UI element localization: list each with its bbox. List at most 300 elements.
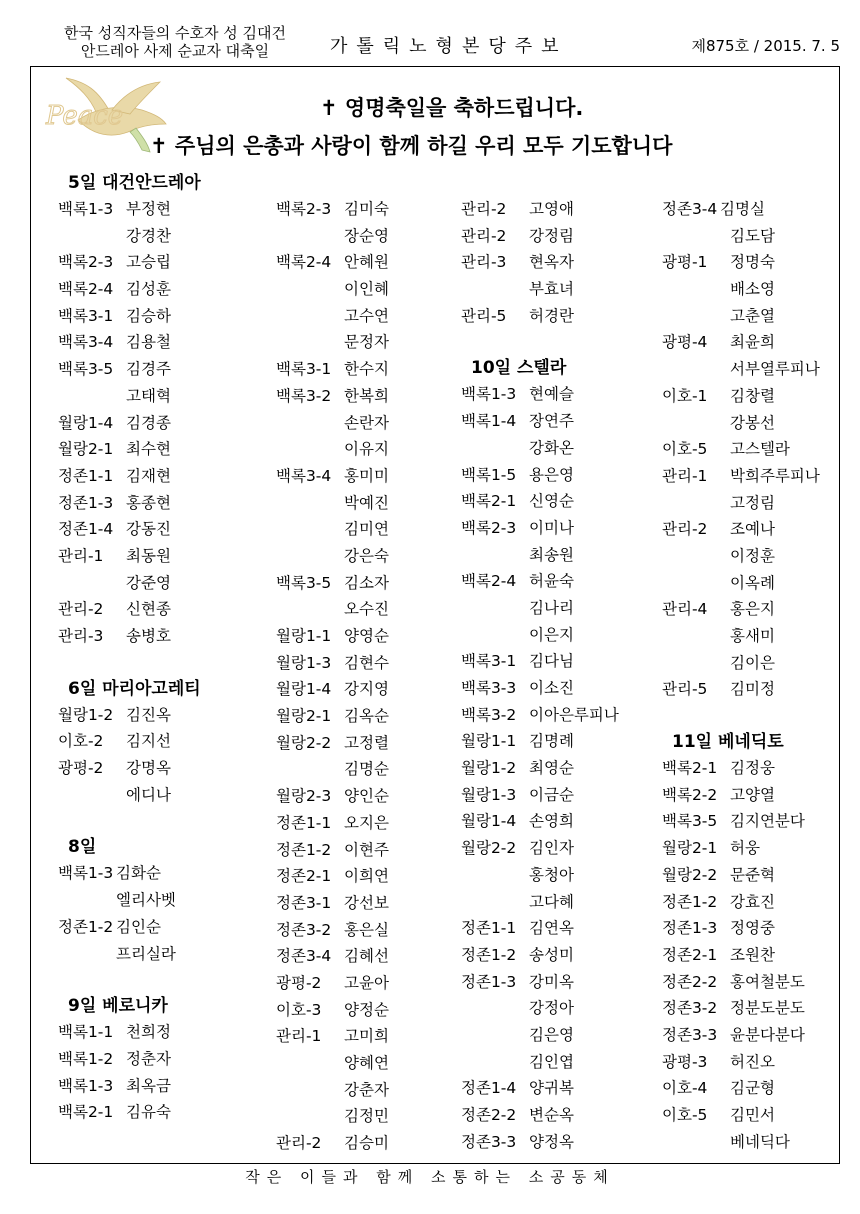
name-row [276, 1130, 389, 1157]
member-name: 이옥례 [730, 573, 775, 592]
group-label: 관리-1 [276, 1027, 322, 1046]
name-row [58, 782, 201, 809]
member-name: 홍미미 [344, 466, 389, 485]
member-name: 김인자 [529, 839, 574, 858]
member-name: 오지은 [344, 813, 389, 832]
group-label: 월랑1-4 [58, 413, 114, 432]
member-name: 김승하 [126, 306, 171, 325]
name-row [276, 756, 389, 783]
member-name: 양인순 [344, 787, 389, 806]
member-name: 김군형 [730, 1079, 775, 1098]
group-label: 월랑1-3 [461, 785, 517, 804]
group-label: 백록1-5 [461, 465, 517, 484]
name-row [58, 1073, 201, 1100]
name-row [461, 808, 619, 835]
name-row [461, 1049, 619, 1076]
name-row [276, 356, 389, 383]
feast-day-heading: 11일 베네딕토 [672, 732, 784, 753]
group-label: 백록3-1 [461, 652, 517, 671]
name-row [662, 782, 820, 809]
member-name: 김경종 [126, 413, 171, 432]
member-name: 고다혜 [529, 892, 574, 911]
member-name: 강동진 [126, 520, 171, 539]
group-label: 이호-5 [662, 440, 708, 459]
name-row [461, 942, 619, 969]
name-row [276, 516, 389, 543]
member-name: 문준혁 [730, 865, 775, 884]
group-label: 백록3-4 [58, 333, 114, 352]
name-row [662, 196, 820, 223]
member-name: 이은지 [529, 625, 574, 644]
name-row [662, 808, 820, 835]
member-name: 고승립 [126, 253, 171, 272]
member-name: 김유숙 [126, 1103, 171, 1122]
name-row [58, 516, 201, 543]
group-label: 백록3-2 [276, 386, 332, 405]
name-row [662, 889, 820, 916]
group-label: 백록1-3 [58, 200, 114, 218]
group-label: 백록2-3 [461, 518, 517, 537]
name-row [461, 1102, 619, 1129]
name-row [461, 622, 619, 649]
member-name: 송병호 [126, 627, 171, 645]
name-row [58, 223, 201, 250]
name-row [276, 410, 389, 437]
group-label: 광평-2 [58, 759, 104, 778]
group-label: 광평-1 [662, 253, 708, 272]
name-row [58, 941, 201, 968]
member-name: 배소영 [730, 280, 775, 299]
member-name: 홍종현 [126, 493, 171, 512]
member-name: 강효진 [730, 892, 775, 911]
name-row [662, 1022, 820, 1049]
group-label: 정존1-3 [461, 972, 517, 991]
name-column-1 [58, 170, 201, 1126]
name-row [461, 223, 619, 250]
name-row [662, 223, 820, 250]
group-label: 백록2-1 [58, 1103, 114, 1122]
member-name: 변순옥 [529, 1106, 574, 1124]
group-label: 월랑1-3 [276, 653, 332, 672]
name-row [276, 249, 389, 276]
name-row [461, 276, 619, 303]
group-label: 정존1-1 [461, 919, 517, 938]
member-name: 김지연분다 [730, 812, 805, 831]
name-row [276, 329, 389, 356]
group-label: 관리-2 [276, 1134, 322, 1153]
group-label: 관리-2 [461, 226, 507, 245]
group-label: 정존1-2 [276, 840, 332, 859]
member-name: 홍은실 [344, 920, 389, 939]
member-name: 손영희 [529, 812, 574, 831]
name-row [276, 196, 389, 223]
member-name: 김화순 [116, 864, 161, 883]
group-label: 정존3-4 [276, 947, 332, 966]
group-label: 이호-5 [662, 1106, 708, 1124]
member-name: 강지영 [344, 680, 389, 699]
name-row [461, 568, 619, 595]
group-label: 정존1-2 [461, 945, 517, 964]
member-name: 고미희 [344, 1027, 389, 1046]
feast-day-heading: 8일 [68, 837, 97, 858]
group-label: 정존3-4 [662, 200, 718, 218]
name-row [276, 730, 389, 757]
member-name: 현옥자 [529, 253, 574, 272]
group-label: 정존2-1 [662, 945, 718, 964]
name-row [461, 915, 619, 942]
name-row [58, 623, 201, 650]
member-name: 이소진 [529, 679, 574, 697]
group-label: 백록2-2 [662, 785, 718, 804]
member-name: 이금순 [529, 785, 574, 804]
member-name: 김경주 [126, 360, 171, 379]
name-row [662, 490, 820, 517]
name-row [461, 1129, 619, 1156]
group-label: 백록2-1 [662, 759, 718, 778]
name-row [662, 356, 820, 383]
member-name: 강선보 [344, 893, 389, 912]
name-row [662, 915, 820, 942]
member-name: 고태혁 [126, 386, 171, 405]
name-row [662, 516, 820, 543]
name-row [461, 889, 619, 916]
member-name: 김현수 [344, 653, 389, 672]
name-row [662, 1129, 820, 1156]
name-row [58, 356, 201, 383]
name-row [662, 463, 820, 490]
name-row [276, 703, 389, 730]
footer-slogan: 작은 이들과 함께 소통하는 소공동체 [245, 1168, 615, 1186]
group-label: 월랑2-2 [662, 865, 718, 884]
spacer [662, 703, 820, 729]
name-row [662, 543, 820, 570]
name-row [276, 383, 389, 410]
name-row [58, 543, 201, 570]
member-name: 김재현 [126, 466, 171, 485]
member-name: 양혜연 [344, 1054, 389, 1072]
member-name: 김도담 [730, 226, 775, 245]
member-name: 김소자 [344, 573, 389, 592]
name-row [276, 463, 389, 490]
member-name: 양귀복 [529, 1079, 574, 1098]
group-label: 백록1-3 [461, 385, 517, 404]
group-label: 관리-4 [662, 600, 708, 619]
member-name: 최수현 [126, 440, 171, 459]
name-row [276, 1050, 389, 1077]
group-label: 백록3-1 [276, 360, 332, 379]
member-name: 고수연 [344, 306, 389, 325]
member-name: 최영순 [529, 759, 574, 778]
name-row [461, 408, 619, 435]
name-row [276, 890, 389, 917]
member-name: 최송원 [529, 545, 574, 564]
group-label: 관리-5 [662, 680, 708, 699]
member-name: 박예진 [344, 493, 389, 512]
member-name: 이아은루피나 [529, 705, 619, 724]
name-column-2 [276, 196, 389, 1157]
member-name: 강춘자 [344, 1080, 389, 1099]
group-label: 백록2-3 [58, 253, 114, 272]
group-label: 정존2-2 [662, 972, 718, 991]
group-label: 관리-1 [58, 546, 104, 565]
group-label: 정존1-4 [58, 520, 114, 539]
name-row [461, 595, 619, 622]
name-row [461, 196, 619, 223]
group-label: 백록3-5 [276, 573, 332, 592]
celebration-title: ✝ 영명축일을 축하드립니다. [320, 96, 584, 120]
member-name: 박희주루피나 [730, 466, 820, 485]
group-label: 월랑2-1 [662, 839, 718, 858]
spacer [58, 650, 201, 676]
feast-day-heading: 6일 마리아고레티 [68, 678, 201, 699]
group-label: 백록1-3 [58, 1076, 114, 1095]
member-name: 베네딕다 [730, 1132, 790, 1151]
name-row [58, 329, 201, 356]
member-name: 안혜원 [344, 253, 389, 272]
group-label: 광평-3 [662, 1052, 708, 1071]
group-label: 백록3-3 [461, 679, 517, 697]
name-row [58, 383, 201, 410]
group-label: 월랑1-2 [58, 705, 114, 724]
member-name: 양정옥 [529, 1132, 574, 1151]
spacer [58, 808, 201, 834]
name-row [461, 435, 619, 462]
member-name: 이미나 [529, 518, 574, 537]
bulletin-header [0, 24, 860, 70]
name-row [58, 303, 201, 330]
name-row [461, 381, 619, 408]
name-row [276, 596, 389, 623]
name-row [276, 997, 389, 1024]
member-name: 신현종 [126, 600, 171, 619]
member-name: 허경란 [529, 306, 574, 325]
name-column-4 [662, 196, 820, 1155]
name-row [461, 862, 619, 889]
member-name: 김나리 [529, 598, 574, 617]
member-name: 김성훈 [126, 280, 171, 299]
group-label: 월랑1-1 [461, 732, 517, 751]
group-label: 백록3-5 [58, 360, 114, 379]
name-row [276, 917, 389, 944]
member-name: 최옥금 [126, 1076, 171, 1095]
group-label: 백록1-4 [461, 412, 517, 431]
member-name: 송성미 [529, 945, 574, 964]
name-row [58, 490, 201, 517]
member-name: 오수진 [344, 600, 389, 619]
group-label: 정존3-2 [276, 920, 332, 939]
member-name: 김미숙 [344, 200, 389, 218]
name-row [461, 1022, 619, 1049]
name-column-3 [461, 196, 619, 1155]
member-name: 이유지 [344, 440, 389, 459]
name-row [276, 837, 389, 864]
name-row [58, 728, 201, 755]
group-label: 백록1-2 [58, 1049, 114, 1068]
member-name: 김정민 [344, 1107, 389, 1126]
publication-name: 가톨릭노형본당주보 [330, 36, 568, 57]
group-label: 백록2-4 [276, 253, 332, 272]
member-name: 이정훈 [730, 546, 775, 565]
issue-info: 제875호 / 2015. 7. 5 [691, 37, 840, 55]
feast-title-line2: 안드레아 사제 순교자 대축일 [80, 42, 270, 60]
name-row [58, 1019, 201, 1046]
group-label: 백록3-4 [276, 466, 332, 485]
member-name: 김혜선 [344, 947, 389, 966]
group-label: 정존3-3 [461, 1132, 517, 1151]
member-name: 이현주 [344, 840, 389, 859]
name-row [276, 303, 389, 330]
name-row [461, 728, 619, 755]
name-row [461, 835, 619, 862]
group-label: 이호-3 [276, 1000, 322, 1019]
group-label: 정존1-1 [276, 813, 332, 832]
group-label: 관리-5 [461, 306, 507, 325]
member-name: 최동원 [126, 546, 171, 565]
feast-title-line1: 한국 성직자들의 수호자 성 김대건 [64, 24, 286, 42]
group-label: 백록2-3 [276, 200, 332, 218]
name-row [58, 702, 201, 729]
group-label: 정존2-1 [276, 867, 332, 886]
name-row [662, 835, 820, 862]
member-name: 강준영 [126, 573, 171, 592]
member-name: 장연주 [529, 412, 574, 431]
group-label: 월랑1-4 [461, 812, 517, 831]
name-row [662, 329, 820, 356]
name-row [58, 755, 201, 782]
member-name: 정영중 [730, 919, 775, 938]
name-row [662, 276, 820, 303]
name-row [276, 436, 389, 463]
member-name: 홍청아 [529, 865, 574, 884]
name-row [662, 249, 820, 276]
group-label: 월랑2-1 [276, 707, 332, 726]
group-label: 월랑1-2 [461, 759, 517, 778]
group-label: 광평-2 [276, 973, 322, 992]
group-label: 정존1-3 [662, 919, 718, 938]
group-label: 관리-2 [461, 200, 507, 218]
name-row [461, 969, 619, 996]
name-row [662, 410, 820, 437]
name-row [276, 863, 389, 890]
member-name: 허진오 [730, 1052, 775, 1071]
name-row [662, 303, 820, 330]
name-row [276, 490, 389, 517]
member-name: 고양열 [730, 785, 775, 804]
name-row [276, 783, 389, 810]
member-name: 조원찬 [730, 945, 775, 964]
name-row [662, 436, 820, 463]
name-row [58, 276, 201, 303]
group-label: 관리-1 [662, 466, 708, 485]
member-name: 강정림 [529, 226, 574, 245]
member-name: 이희연 [344, 867, 389, 886]
name-row [662, 942, 820, 969]
feast-day-heading: 10일 스텔라 [471, 358, 567, 379]
group-label: 백록1-1 [58, 1023, 114, 1042]
spacer [461, 329, 619, 355]
group-label: 정존3-2 [662, 999, 718, 1018]
group-label: 이호-4 [662, 1079, 708, 1098]
member-name: 천희정 [126, 1023, 171, 1042]
member-name: 김옥순 [344, 707, 389, 726]
member-name: 강정아 [529, 999, 574, 1018]
feast-title [30, 24, 320, 60]
name-row [58, 914, 201, 941]
name-row [662, 570, 820, 597]
group-label: 월랑2-3 [276, 787, 332, 806]
name-row [276, 650, 389, 677]
group-label: 백록3-2 [461, 705, 517, 724]
name-row [58, 196, 201, 223]
name-row [276, 623, 389, 650]
member-name: 강화온 [529, 438, 574, 457]
name-row [662, 650, 820, 677]
member-name: 김미연 [344, 520, 389, 539]
name-row [276, 1103, 389, 1130]
member-name: 장순영 [344, 226, 389, 245]
group-label: 관리-2 [662, 520, 708, 539]
member-name: 부효녀 [529, 280, 574, 299]
member-name: 이인혜 [344, 280, 389, 299]
group-label: 이호-1 [662, 386, 708, 405]
member-name: 정분도분도 [730, 999, 805, 1018]
member-name: 한복희 [344, 386, 389, 405]
member-name: 고춘열 [730, 306, 775, 325]
group-label: 관리-3 [58, 627, 104, 645]
name-row [58, 570, 201, 597]
name-row [662, 1049, 820, 1076]
group-label: 월랑2-1 [58, 440, 114, 459]
group-label: 정존1-4 [461, 1079, 517, 1098]
member-name: 프리실라 [116, 944, 176, 963]
member-name: 고정림 [730, 493, 775, 512]
member-name: 조예나 [730, 520, 775, 539]
member-name: 김승미 [344, 1134, 389, 1153]
member-name: 김지선 [126, 732, 171, 751]
member-name: 손란자 [344, 413, 389, 432]
name-row [58, 887, 201, 914]
feast-day-heading: 5일 대건안드레아 [68, 173, 201, 193]
group-label: 정존1-2 [662, 892, 718, 911]
name-row [461, 675, 619, 702]
name-row [662, 755, 820, 782]
name-row [662, 676, 820, 703]
member-name: 김명례 [529, 732, 574, 751]
name-row [276, 970, 389, 997]
name-row [662, 1102, 820, 1129]
group-label: 관리-2 [58, 600, 104, 619]
member-name: 강미옥 [529, 972, 574, 991]
member-name: 용은영 [529, 465, 574, 484]
member-name: 김명순 [344, 760, 389, 779]
name-row [662, 596, 820, 623]
member-name: 부정현 [126, 200, 171, 218]
member-name: 서부열루피나 [730, 360, 820, 379]
member-name: 정명숙 [730, 253, 775, 272]
name-row [58, 463, 201, 490]
group-label: 백록2-4 [461, 572, 517, 591]
group-label: 백록2-4 [58, 280, 114, 299]
member-name: 홍은지 [730, 600, 775, 619]
member-name: 에디나 [126, 785, 171, 804]
feast-day-heading: 9일 베로니카 [68, 996, 168, 1017]
member-name: 양정순 [344, 1000, 389, 1019]
name-row [276, 676, 389, 703]
name-row [276, 223, 389, 250]
peace-dove-logo [38, 72, 168, 154]
name-row [276, 1077, 389, 1104]
group-label: 광평-4 [662, 333, 708, 352]
